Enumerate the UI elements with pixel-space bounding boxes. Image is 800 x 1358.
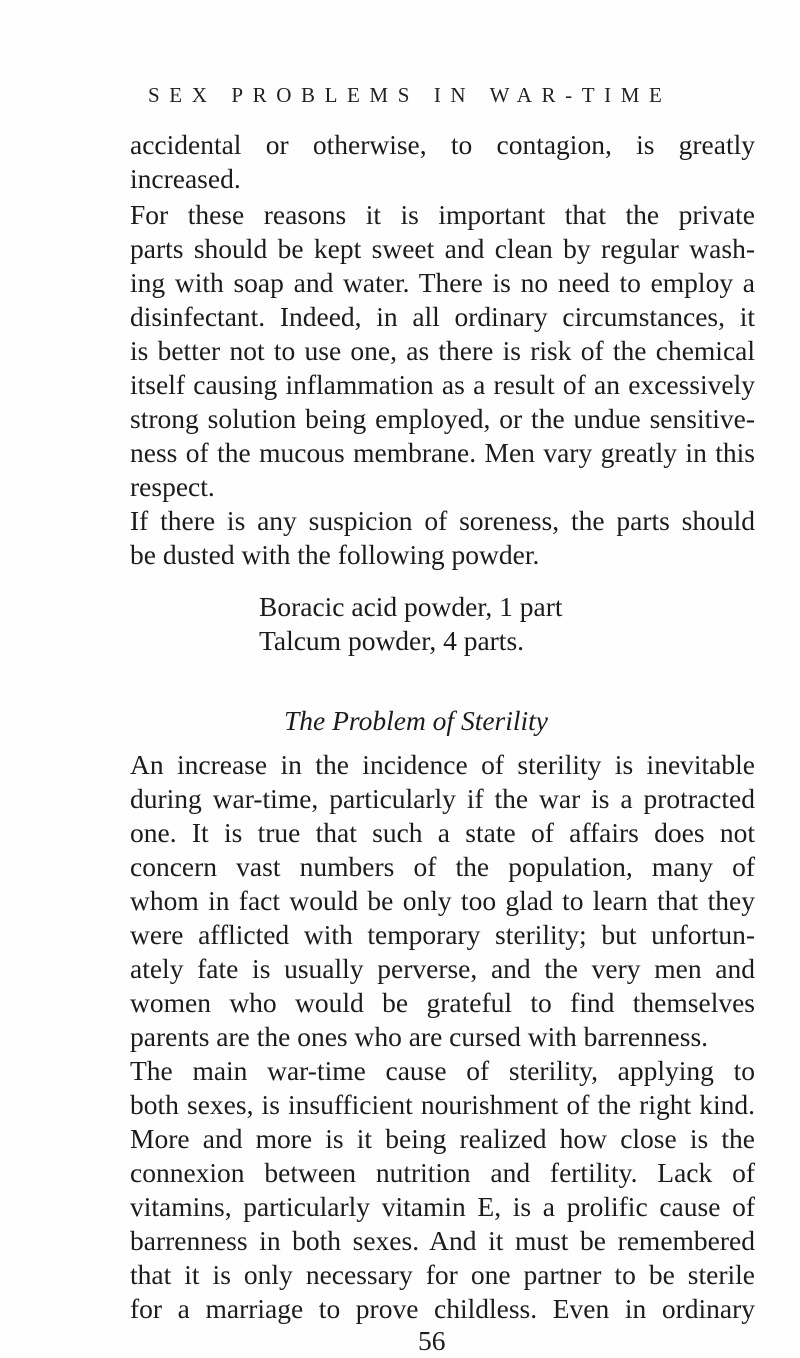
body-line: be dusted with the following powder. [130, 539, 540, 570]
body-line: itself causing inflammation as a result of an excessively [130, 369, 755, 400]
body-line: during war-time, particularly if the war is a protracted [130, 783, 755, 814]
body-line: More and more is it being realized how close is the [130, 1123, 755, 1154]
running-head: SEX PROBLEMS IN WAR-TIME [148, 83, 672, 107]
body-line: vitamins, particularly vitamin E, is a prolific cause of [130, 1191, 755, 1222]
body-line: is better not to use one, as there is risk of the chemical [130, 335, 755, 366]
body-line: ately fate is usually perverse, and the very men and [130, 953, 755, 984]
body-line: whom in fact would be only too glad to learn that they [130, 885, 755, 916]
body-line: that it is only necessary for one partner to be sterile [130, 1259, 755, 1290]
body-line: one. It is true that such a state of affairs does not [130, 817, 755, 848]
body-line: for a marriage to prove childless. Even in ordinary [130, 1293, 755, 1324]
body-line: An increase in the incidence of sterility is inevitable [130, 749, 755, 780]
body-line: disinfectant. Indeed, in all ordinary circumstances, it [130, 301, 755, 332]
body-line: increased. [130, 163, 241, 194]
body-line: For these reasons it is important that the private [130, 199, 755, 230]
body-line: If there is any suspicion of soreness, the parts should [130, 505, 755, 536]
body-line: ing with soap and water. There is no need to employ a [130, 267, 755, 298]
body-line: The main war-time cause of sterility, applying to [130, 1055, 755, 1086]
body-line: connexion between nutrition and fertility. Lack of [130, 1157, 755, 1188]
body-line: barrenness in both sexes. And it must be remembered [130, 1225, 755, 1256]
recipe-line: Boracic acid powder, 1 part [259, 591, 563, 622]
body-line: accidental or otherwise, to contagion, is greatly [130, 129, 755, 160]
body-line: were afflicted with temporary sterility; but unfortun- [130, 919, 755, 950]
body-line: concern vast numbers of the population, many of [130, 851, 755, 882]
body-line: parts should be kept sweet and clean by regular wash- [130, 233, 755, 264]
body-line: both sexes, is insufficient nourishment of the right kind. [130, 1089, 755, 1120]
body-line: parents are the ones who are cursed with barrenness. [130, 1021, 709, 1052]
body-line: women who would be grateful to find themselves [130, 987, 755, 1018]
page-number: 56 [418, 1325, 446, 1356]
body-line: ness of the mucous membrane. Men vary greatly in this [130, 437, 755, 468]
section-heading: The Problem of Sterility [284, 705, 549, 736]
body-line: respect. [130, 471, 215, 502]
recipe-line: Talcum powder, 4 parts. [259, 625, 525, 656]
body-line: strong solution being employed, or the undue sensitive- [130, 403, 755, 434]
